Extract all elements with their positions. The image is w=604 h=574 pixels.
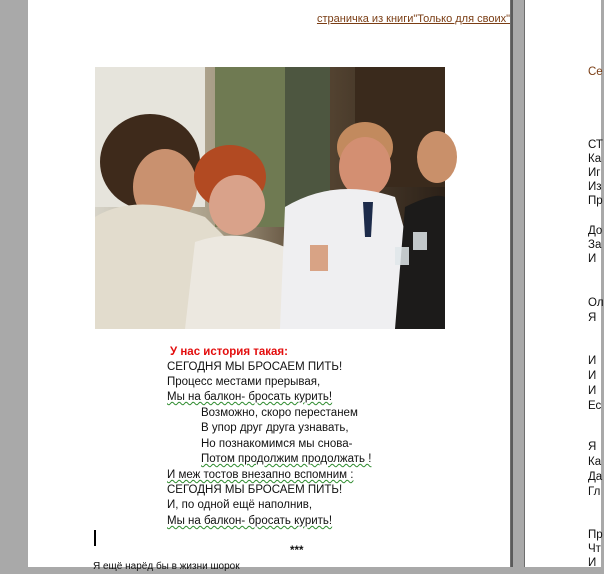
document-page-left: [28, 0, 511, 572]
right-line: Ол: [588, 297, 604, 309]
right-line: Да: [588, 471, 603, 483]
right-line: Гл: [588, 486, 601, 498]
right-line: Ка: [588, 456, 602, 468]
poem-separator: ***: [290, 545, 304, 557]
poem-text: [28, 0, 510, 572]
right-line: И: [588, 557, 597, 569]
right-line: Ес: [588, 400, 602, 412]
poem-next-line: Я ещё нарёд бы в жизни шорок: [93, 561, 240, 572]
poem-line: Возможно, скоро перестанем: [201, 407, 358, 419]
document-page-right: [524, 0, 604, 569]
right-line: Пр: [588, 529, 603, 541]
right-line: СТ: [588, 139, 603, 151]
poem-line: Потом продолжим продолжать !: [201, 453, 372, 465]
right-line: И: [588, 370, 597, 382]
book-page-link[interactable]: страничка из книги"Только для своих": [316, 13, 510, 25]
poem-line: И, по одной ещё наполнив,: [167, 499, 313, 511]
right-line: И: [588, 385, 597, 397]
poem-line: И меж тостов внезапно вспомним :: [167, 469, 354, 481]
poem-line: Мы на балкон- бросать курить!: [167, 391, 333, 403]
right-line: И: [588, 355, 597, 367]
poem-line: Процесс местами прерывая,: [167, 376, 321, 388]
right-line: За: [588, 239, 602, 251]
poem-line: СЕГОДНЯ МЫ БРОСАЕМ ПИТЬ!: [167, 484, 343, 496]
right-line: Из: [588, 181, 602, 193]
right-line: Пр: [588, 195, 603, 207]
right-line: Я: [588, 441, 597, 453]
right-line: Я: [588, 312, 597, 324]
poem-line: Мы на балкон- бросать курить!: [167, 515, 333, 527]
poem-line: СЕГОДНЯ МЫ БРОСАЕМ ПИТЬ!: [167, 361, 343, 373]
right-line: Ка: [588, 153, 602, 165]
right-line: До: [588, 225, 603, 237]
text-cursor: [94, 530, 96, 546]
poem-line: Но познакомимся мы снова-: [201, 438, 353, 450]
right-line: И: [588, 253, 597, 265]
right-line: Чт: [588, 543, 601, 555]
right-line: Се: [588, 66, 603, 78]
poem-line: В упор друг друга узнавать,: [201, 422, 349, 434]
right-page-text: [525, 0, 604, 569]
poem-title: У нас история такая:: [170, 346, 288, 358]
right-line: Иг: [588, 167, 601, 179]
